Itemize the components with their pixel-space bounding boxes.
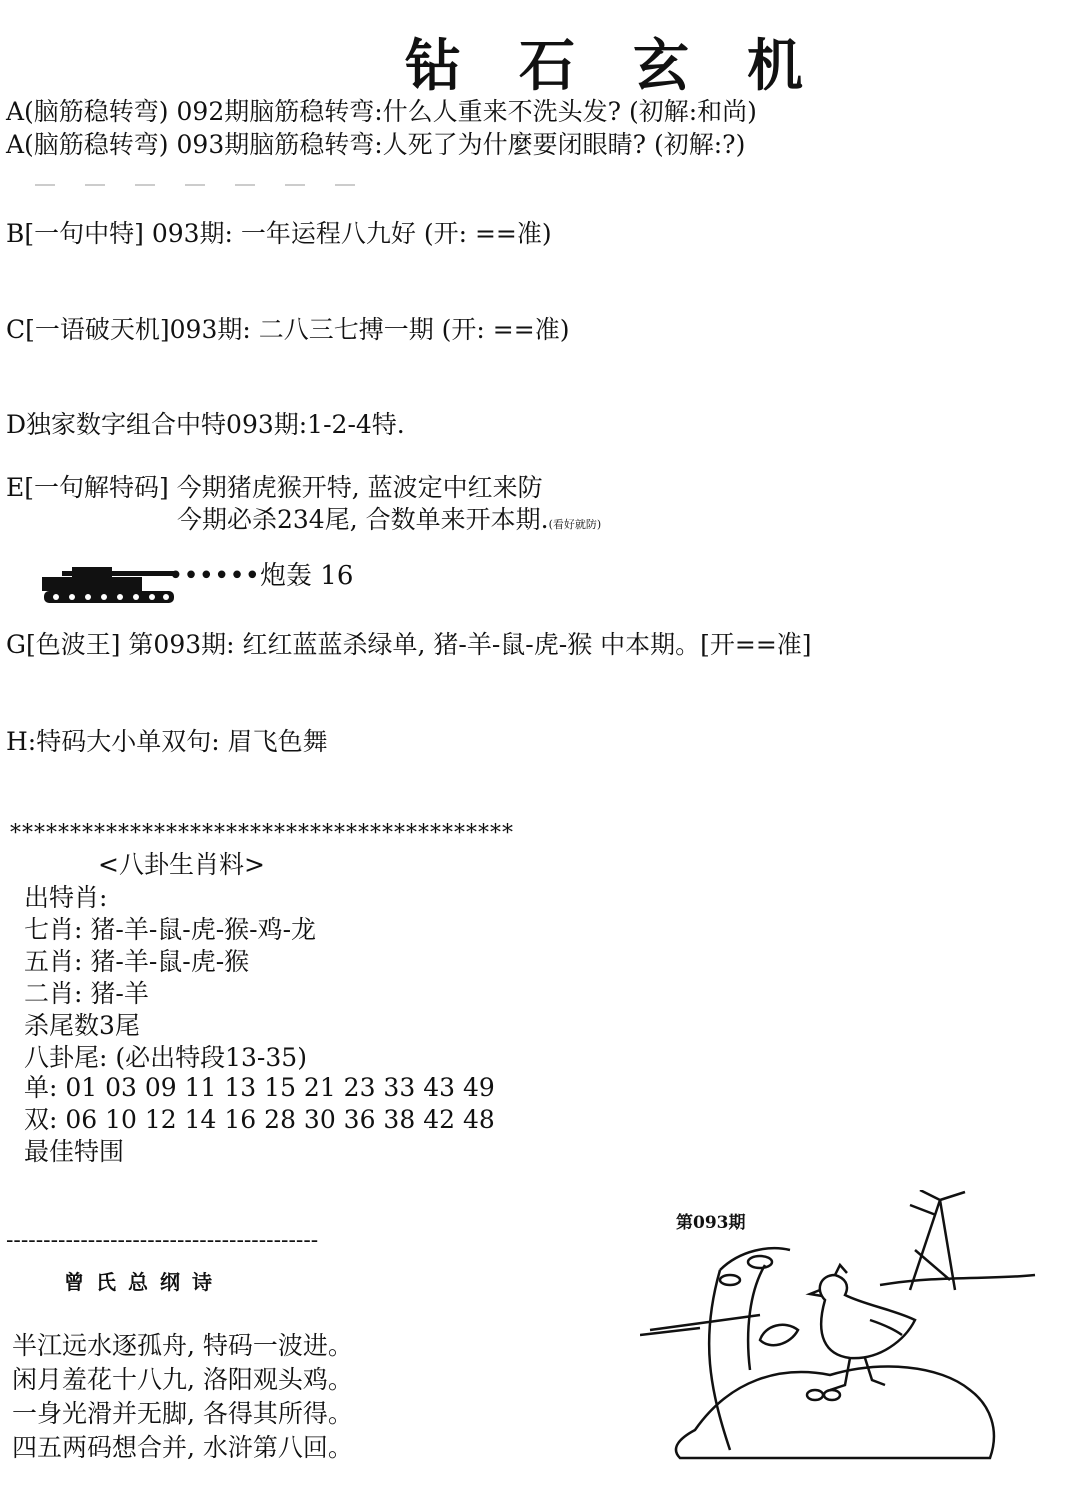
bagua-row: 双: 06 10 12 14 16 28 30 36 38 42 48	[24, 1105, 495, 1134]
bagua-row: 二肖: 猪-羊	[24, 979, 149, 1008]
page-title: 钻石玄机	[405, 33, 861, 99]
star-divider: ******************************************	[10, 821, 514, 846]
poem-line: 半江远水逐孤舟, 特码一波进。	[12, 1331, 353, 1360]
color-wave-king: G[色波王] 第093期: 红红蓝蓝杀绿单, 猪-羊-鼠-虎-猴 中本期。[开==准]	[6, 630, 812, 659]
bagua-row: 单: 01 03 09 11 13 15 21 23 33 43 49	[24, 1073, 495, 1102]
size-odd-even-sentence: H:特码大小单双句: 眉飞色舞	[6, 727, 328, 756]
poem-title: 曾氏总纲诗	[64, 1270, 224, 1294]
bagua-row: 杀尾数3尾	[24, 1011, 140, 1040]
one-sentence-special: B[一句中特] 093期: 一年运程八九好 (开: ==准)	[6, 219, 552, 248]
riddle-093: A(脑筋稳转弯) 093期脑筋稳转弯:人死了为什麼要闭眼睛? (初解:?)	[6, 130, 746, 159]
number-combo: D独家数字组合中特093期:1-2-4特.	[6, 410, 405, 439]
riddle-092: A(脑筋稳转弯) 092期脑筋稳转弯:什么人重来不洗头发? (初解:和尚)	[6, 97, 757, 126]
rooster-illustration-icon	[640, 1190, 1050, 1470]
dash-divider: ------------------------------------------	[6, 1228, 319, 1253]
faint-smudge	[35, 182, 375, 188]
cannon-label: ••••••炮轰 16	[168, 561, 354, 591]
bagua-row: 五肖: 猪-羊-鼠-虎-猴	[24, 947, 250, 976]
poem-line: 四五两码想合并, 水浒第八回。	[12, 1433, 353, 1462]
issue-label: 第093期	[676, 1213, 746, 1233]
bagua-row: 八卦尾: (必出特段13-35)	[24, 1043, 307, 1072]
special-code-text: 今期必杀234尾, 合数单来开本期.	[177, 505, 549, 534]
bagua-row: 七肖: 猪-羊-鼠-虎-猴-鸡-龙	[24, 915, 317, 944]
tank-icon	[42, 563, 177, 609]
poem-line: 一身光滑并无脚, 各得其所得。	[12, 1399, 353, 1428]
special-code-line-2	[177, 500, 601, 536]
special-code-line-1: E[一句解特码] 今期猪虎猴开特, 蓝波定中红来防	[6, 473, 543, 502]
poem-line: 闲月羞花十八九, 洛阳观头鸡。	[12, 1365, 353, 1394]
bagua-row: 出特肖:	[24, 883, 108, 912]
break-heaven-secret: C[一语破天机]093期: 二八三七搏一期 (开: ==准)	[6, 315, 570, 344]
bagua-row: 最佳特围	[24, 1137, 125, 1166]
special-code-note: (看好就防)	[548, 518, 602, 531]
bagua-heading: <八卦生肖料>	[98, 850, 265, 879]
